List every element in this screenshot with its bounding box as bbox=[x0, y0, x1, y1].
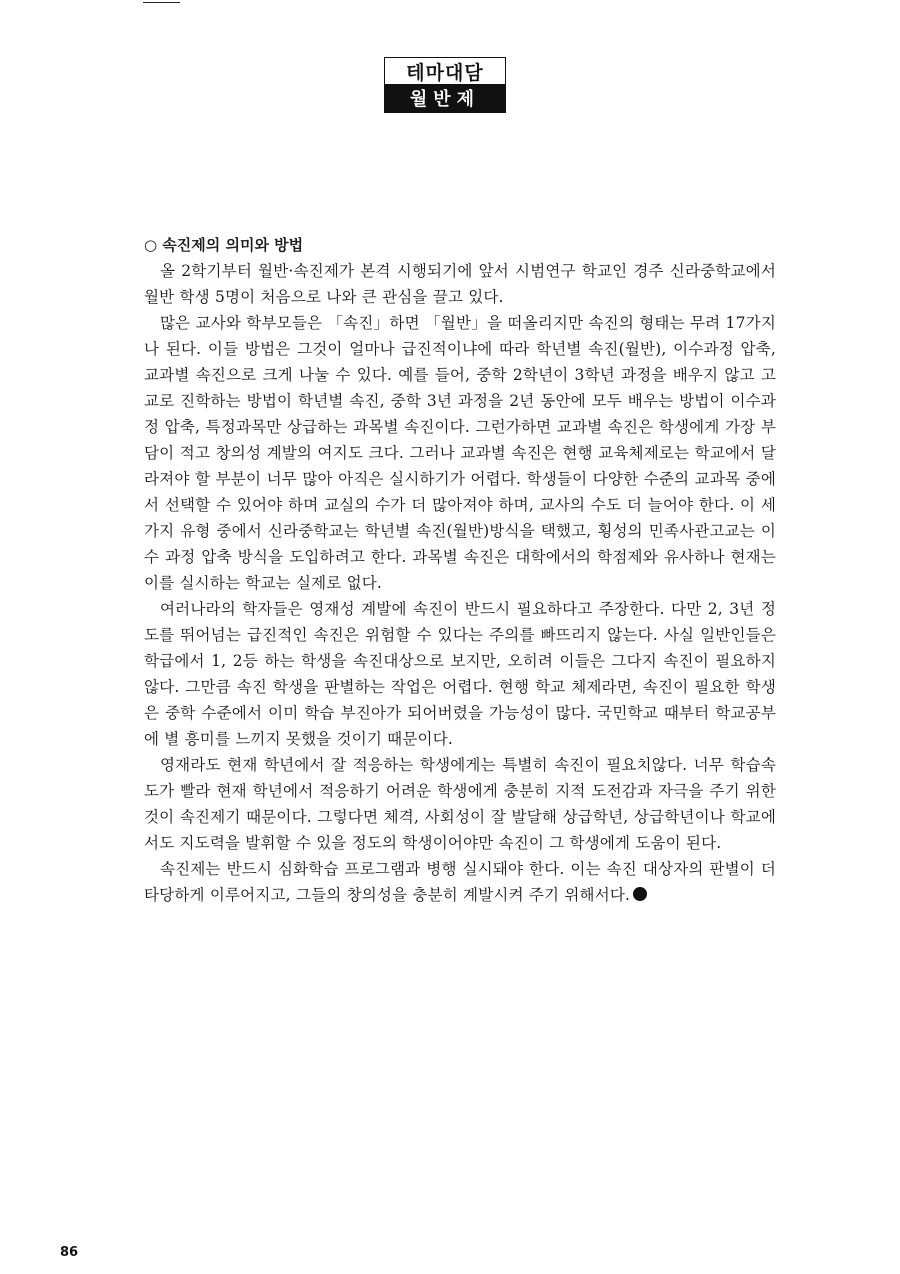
paragraph: 여러나라의 학자들은 영재성 계발에 속진이 반드시 필요하다고 주장한다. 다만 2, 3년 정도를 뛰어넘는 급진적인 속진은 위험할 수 있다는 주의를 빠뜨리지 않는다. 사실 일반인들은 학급에서 1, 2등 하는 학생을 속진대상으로 보지만, 오히려 이들은 그다지 속진이 필요하지 않다. 그만큼 속진 학생을 판별하는 작업은 어렵다. 현행 학교 체제라면, 속진이 필요한 학생은 중학 수준에서 이미 학습 부진아가 되어버렸을 가능성이 많다. 국민학교 때부터 학교공부에 별 흥미를 느끼지 못했을 것이기 때문이다. bbox=[144, 600, 776, 748]
paragraph-text: 속진제는 반드시 심화학습 프로그램과 병행 실시돼야 한다. 이는 속진 대상자의 판별이 더 타당하게 이루어지고, 그들의 창의성을 충분히 계발시켜 주기 위해서다. bbox=[144, 860, 776, 904]
topic-label: 월반제 bbox=[385, 84, 505, 112]
paragraph-last bbox=[144, 856, 776, 908]
article-body bbox=[144, 232, 776, 908]
paragraph: 많은 교사와 학부모들은 「속진」하면 「월반」을 떠올리지만 속진의 형태는 무려 17가지나 된다. 이들 방법은 그것이 얼마나 급진적이냐에 따라 학년별 속진(월반), 이수과정 압축, 교과별 속진으로 크게 나눌 수 있다. 예를 들어, 중학 2학년이 3학년 과정을 배우지 않고 고교로 진학하는 방법이 학년별 속진, 중학 3년 과정을 2년 동안에 모두 배우는 방법이 이수과정 압축, 특정과목만 상급하는 과목별 속진이다. 그런가하면 교과별 속진은 학생에게 가장 부담이 적고 창의성 계발의 여지도 크다. 그러나 교과별 속진은 현행 교육체제로는 학교에서 달라져야 할 부분이 너무 많아 아직은 실시하기가 어렵다. 학생들이 다양한 수준의 교과목 중에서 선택할 수 있어야 하며 교실의 수가 더 많아져야 하며, 교사의 수도 더 늘어야 한다. 이 세 가지 유형 중에서 신라중학교는 학년별 속진(월반)방식을 택했고, 횡성의 민족사관고교는 이수 과정 압축 방식을 도입하려고 한다. 과목별 속진은 대학에서의 학점제와 유사하나 현재는 이를 실시하는 학교는 실제로 없다. bbox=[144, 314, 776, 592]
top-rule bbox=[143, 2, 180, 3]
paragraph: 영재라도 현재 학년에서 잘 적응하는 학생에게는 특별히 속진이 필요치않다. 너무 학습속도가 빨라 현재 학년에서 적응하기 어려운 학생에게 충분히 지적 도전감과 자극을 주기 위한 것이 속진제기 때문이다. 그렇다면 체격, 사회성이 잘 발달해 상급학년, 상급학년이나 학교에서도 지도력을 발휘할 수 있을 정도의 학생이어야만 속진이 그 학생에게 도움이 된다. bbox=[144, 756, 776, 852]
section-heading: ○ 속진제의 의미와 방법 bbox=[144, 236, 304, 254]
section-label: 테마대담 bbox=[385, 58, 505, 84]
end-mark-icon bbox=[633, 887, 647, 901]
section-badge bbox=[384, 57, 506, 113]
page-number: 86 bbox=[60, 1245, 79, 1260]
paragraph: 올 2학기부터 월반·속진제가 본격 시행되기에 앞서 시범연구 학교인 경주 신라중학교에서 월반 학생 5명이 처음으로 나와 큰 관심을 끌고 있다. bbox=[144, 262, 776, 306]
